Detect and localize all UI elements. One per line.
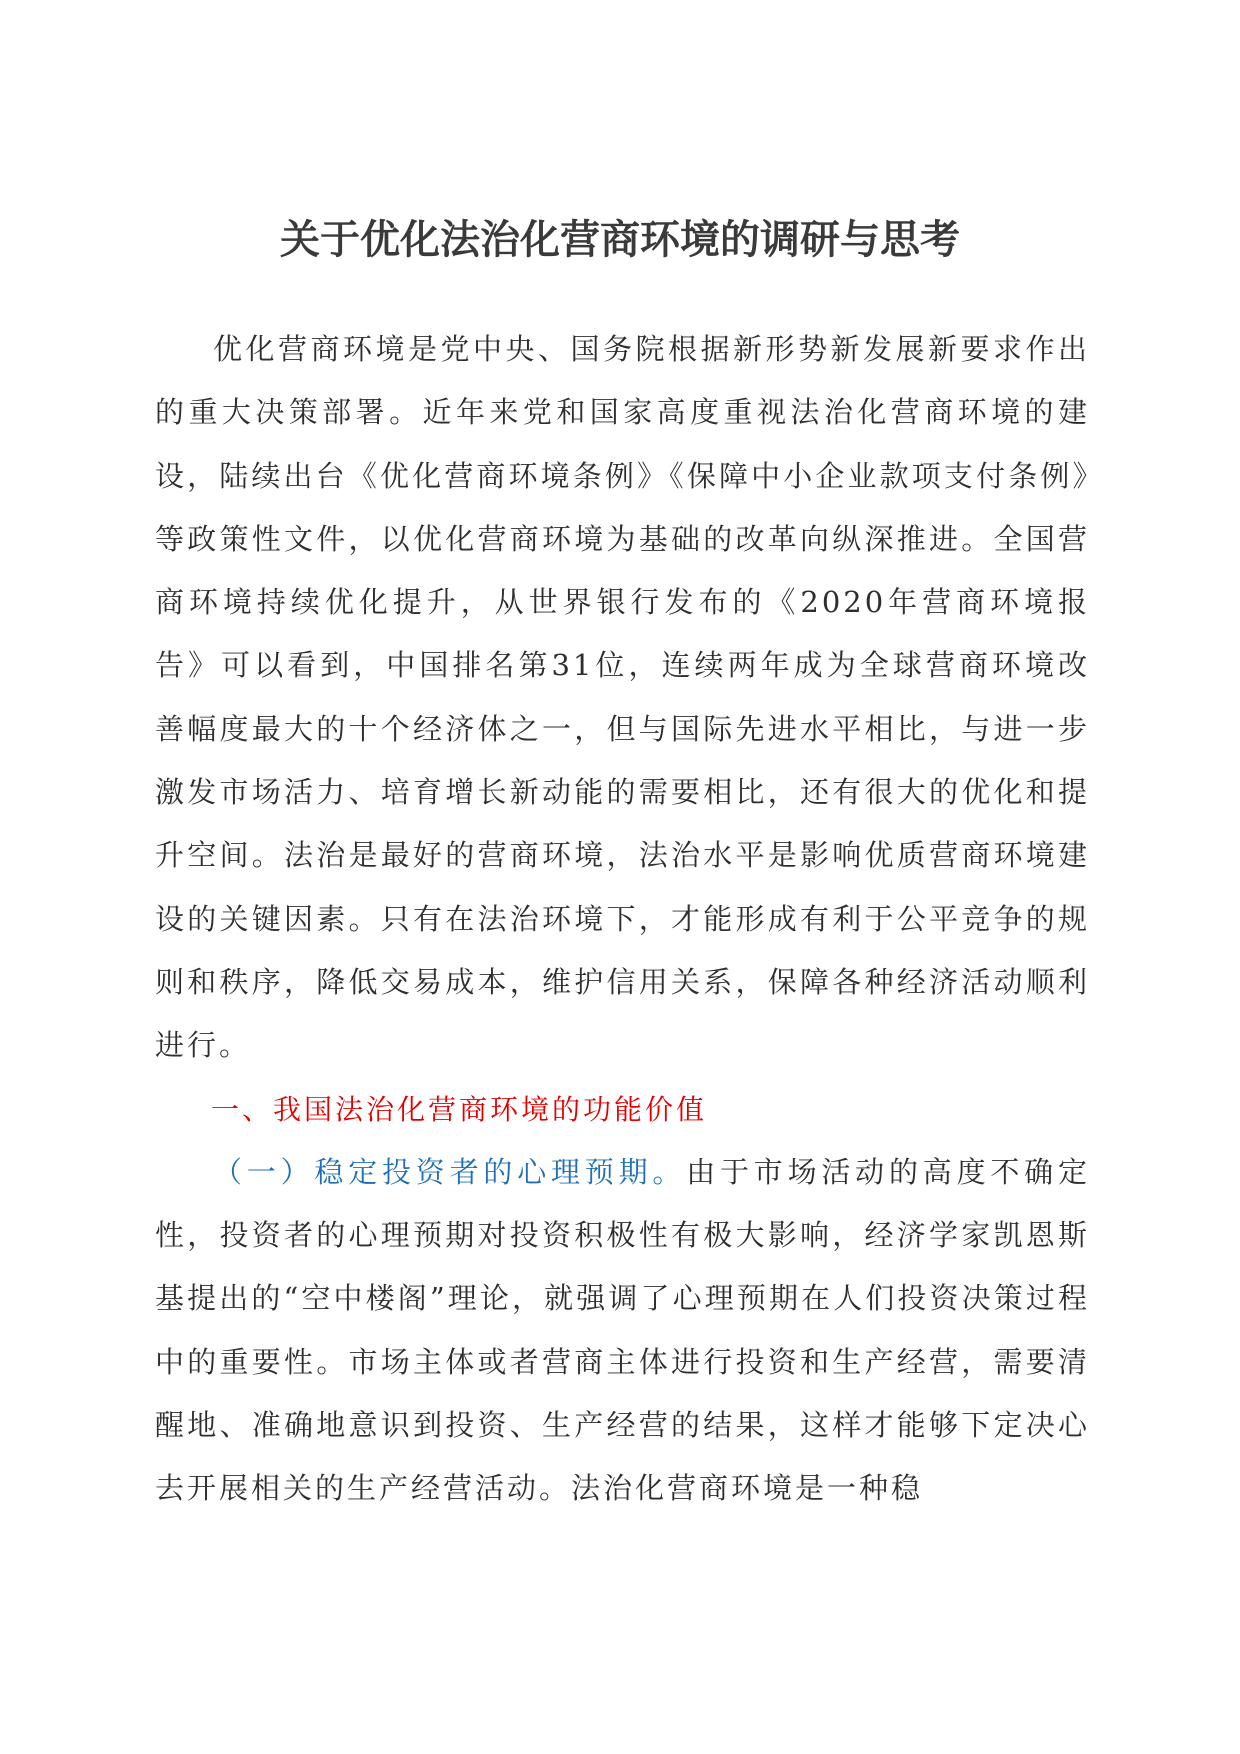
section-heading: 一、我国法治化营商环境的功能价值 xyxy=(211,1092,708,1126)
document-title: 关于优化法治化营商环境的调研与思考 xyxy=(280,217,960,263)
document-body xyxy=(155,318,1090,1521)
subsection-paragraph xyxy=(155,1141,1090,1521)
subsection-heading: （一）稳定投资者的心理预期。 xyxy=(213,1154,687,1189)
subsection-text: 由于市场活动的高度不确定性，投资者的心理预期对投资积极性有极大影响，经济学家凯恩斯基提出的“空中楼阁”理论，就强调了心理预期在人们投资决策过程中的重要性。市场主体或者营商主体进行投资和生产经营，需要清醒地、准确地意识到投资、生产经营的结果，这样才能够下定决心去开展相关的生产经营活动。法治化营商环境是一种稳 xyxy=(155,1154,1090,1506)
intro-paragraph: 优化营商环境是党中央、国务院根据新形势新发展新要求作出的重大决策部署。近年来党和国家高度重视法治化营商环境的建设，陆续出台《优化营商环境条例》《保障中小企业款项支付条例》等政策性文件，以优化营商环境为基础的改革向纵深推进。全国营商环境持续优化提升，从世界银行发布的《2020年营商环境报告》可以看到，中国排名第31位，连续两年成为全球营商环境改善幅度最大的十个经济体之一，但与国际先进水平相比，与进一步激发市场活力、培育增长新动能的需要相比，还有很大的优化和提升空间。法治是最好的营商环境，法治水平是影响优质营商环境建设的关键因素。只有在法治环境下，才能形成有利于公平竞争的规则和秩序，降低交易成本，维护信用关系，保障各种经济活动顺利进行。 xyxy=(155,332,1090,1063)
